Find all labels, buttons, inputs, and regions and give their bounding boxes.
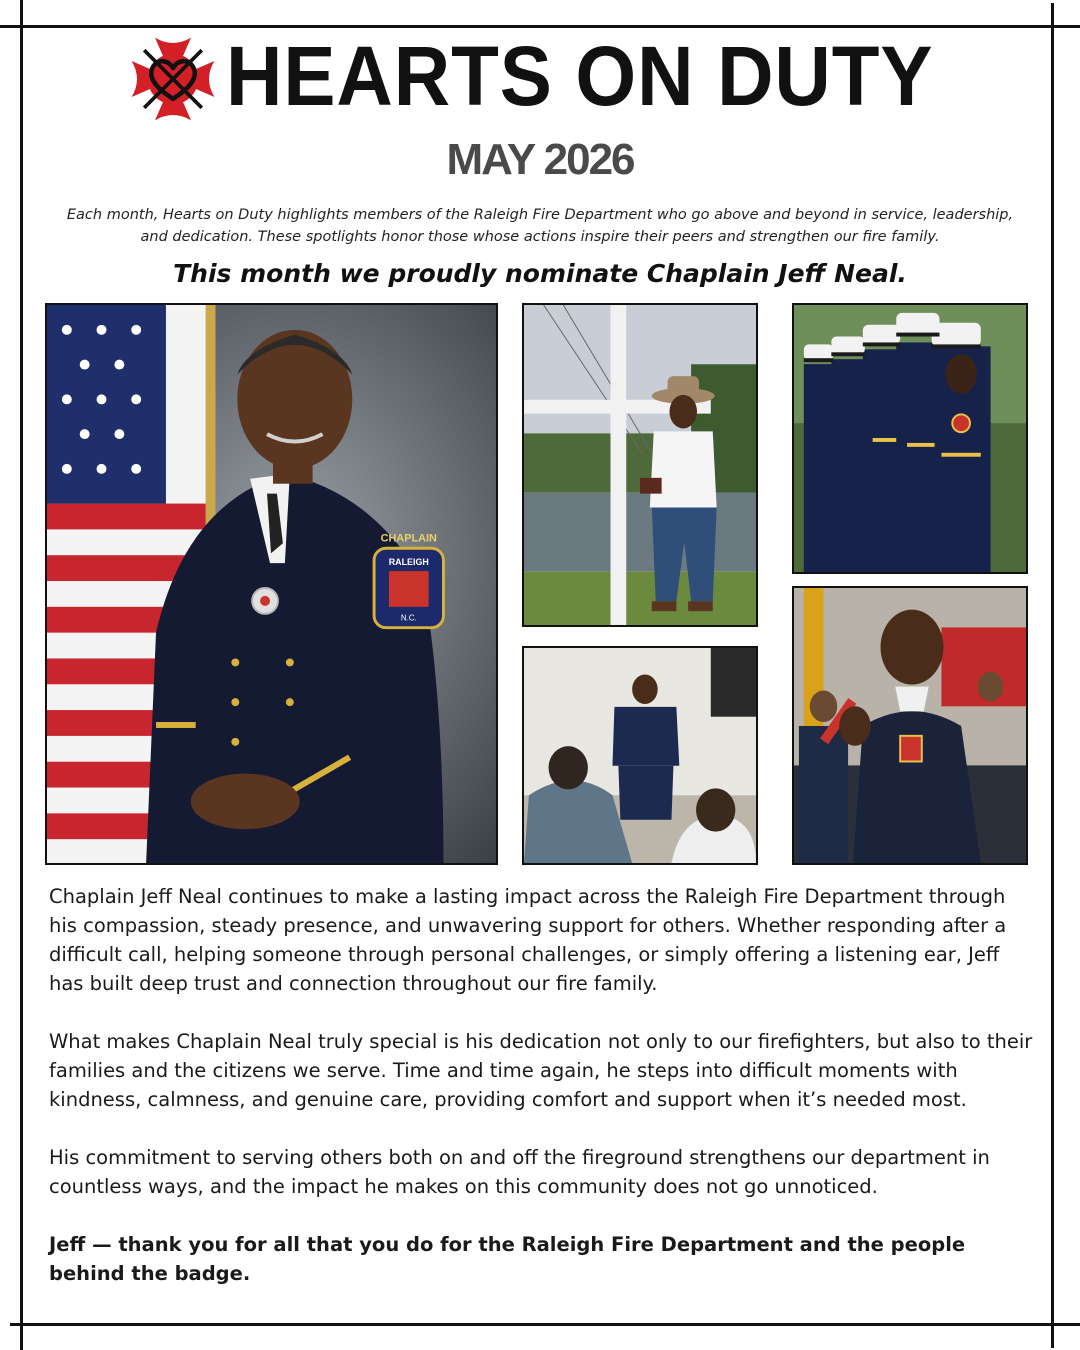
frame-line-bottom bbox=[10, 1323, 1080, 1326]
frame-line-left bbox=[20, 0, 23, 1350]
nominee-headline: This month we proudly nominate Chaplain Jeff Neal. bbox=[173, 259, 907, 288]
body-paragraph-1: Chaplain Jeff Neal continues to make a lasting impact across the Raleigh Fire Department through his compassion, steady presence, and unwavering support for others. Whether responding after a difficult call, helping someone through personal challenges, or simply offering a listening ear, Jeff has built deep trust and connection throughout our fire family. bbox=[49, 885, 1007, 995]
intro-text: Each month, Hearts on Duty highlights members of the Raleigh Fire Department who go above and beyond in service, leadership, and dedication. These spotlights honor those whose actions inspire their peers and strengthen our fire family. bbox=[66, 207, 1014, 245]
page-title: HEARTS ON DUTY bbox=[226, 29, 934, 123]
closing-thanks: Jeff — thank you for all that you do for the Raleigh Fire Department and the people behind the badge. bbox=[49, 1233, 966, 1285]
body-paragraph-3: His commitment to serving others both on and off the fireground strengthens our department in countless ways, and the impact he makes on this community does not go unnoticed. bbox=[49, 1146, 990, 1198]
article-body bbox=[49, 882, 1039, 1317]
patch-state: N.C. bbox=[400, 613, 417, 623]
microphone-speech-photo bbox=[792, 586, 1028, 865]
body-paragraph-2: What makes Chaplain Neal truly special is his dedication not only to our firefighters, but also to their families and the citizens we serve. Time and time again, he steps into difficult moments with kindness, calmness, and genuine care, providing comfort and support when it’s needed most. bbox=[49, 1030, 1033, 1111]
honor-guard-photo bbox=[792, 303, 1028, 574]
maltese-cross-heart-icon bbox=[128, 33, 218, 125]
patch-city: RALEIGH bbox=[388, 557, 429, 568]
cross-outdoor-photo bbox=[522, 303, 758, 627]
portrait-photo bbox=[45, 303, 498, 865]
classroom-speaker-photo bbox=[522, 646, 758, 865]
frame-line-right bbox=[1051, 3, 1054, 1348]
patch-label: CHAPLAIN bbox=[380, 532, 437, 545]
issue-month: MAY 2026 bbox=[446, 135, 634, 184]
